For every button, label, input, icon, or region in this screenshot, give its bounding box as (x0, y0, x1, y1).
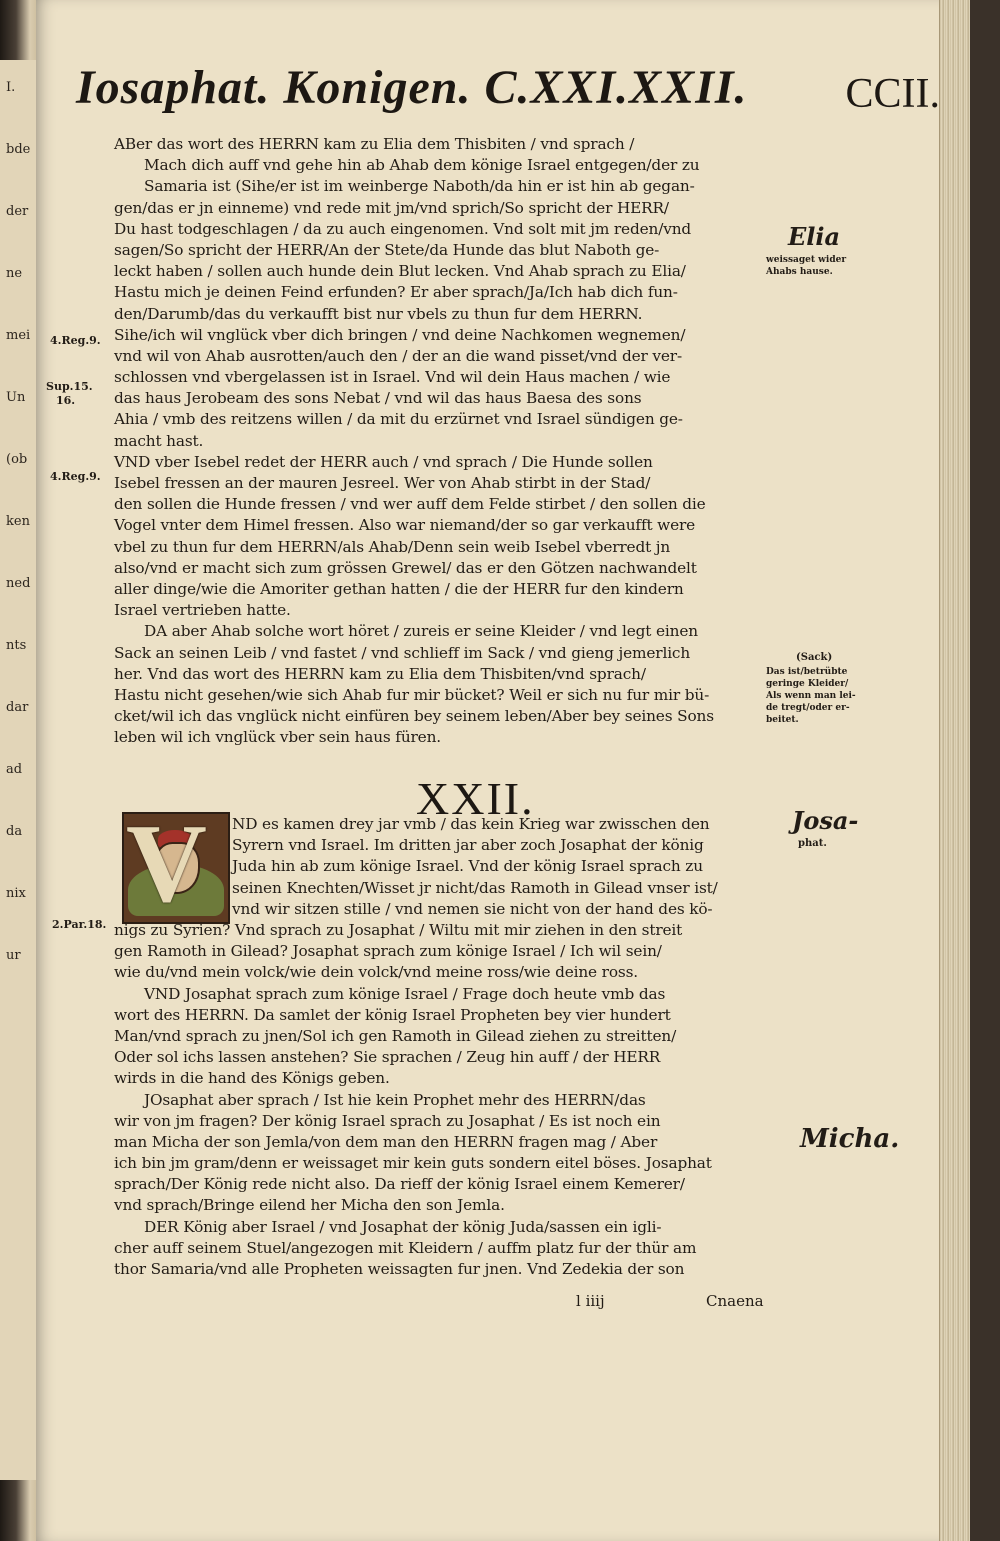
text-line: vbel zu thun fur dem HERRN/als Ahab/Denn sein weib Isebel vberredt jn (114, 537, 671, 556)
margin-note-elia-text (766, 254, 846, 278)
margin-note-sack-line: Das ist/betrübte (766, 667, 848, 677)
book-page (36, 0, 970, 1541)
margin-note-josaphat-title2: phat. (798, 838, 827, 849)
drop-initial-letter: V (126, 802, 207, 926)
text-line: Samaria ist (Sihe/er ist im weinberge Naboth/da hin er ist hin ab gegan- (144, 177, 695, 196)
margin-note-micha-title: Micha. (800, 1124, 900, 1154)
running-head (76, 60, 966, 130)
text-line: Sihe/ich wil vnglück vber dich bringen / vnd deine Nachkomen wegnemen/ (114, 325, 686, 344)
previous-page-fragment: ned (6, 576, 31, 591)
text-line: wort des HERRN. Da samlet der könig Israel Propheten bey vier hundert (114, 1005, 671, 1024)
previous-page-fragment: da (6, 824, 23, 839)
text-line: aller dinge/wie die Amoriter gethan hatten / die der HERR fur den kindern (114, 579, 684, 598)
text-line: Isebel fressen an der mauren Jesreel. Wer von Ahab stirbt in der Stad/ (114, 474, 651, 492)
previous-page-fragment: nix (6, 886, 26, 901)
margin-note-sack-title: (Sack) (796, 652, 833, 663)
text-line: also/vnd er macht sich zum grössen Grewel/ das er den Götzen nachwandelt (114, 558, 697, 577)
signature-mark: l iiij (576, 1292, 605, 1310)
previous-page-fragment: ur (6, 948, 21, 963)
text-line: Mach dich auff vnd gehe hin ab Ahab dem könige Israel entgegen/der zu (144, 156, 700, 175)
margin-note-elia-title: Elia (788, 222, 841, 251)
chapter-22-text (114, 920, 804, 1280)
text-line: gen Ramoth in Gilead? Josaphat sprach zum könige Israel / Ich wil sein/ (114, 942, 662, 961)
left-reference: Sup.15. (46, 380, 93, 393)
previous-page-fragment: der (6, 204, 29, 219)
text-line: ND es kamen drey jar vmb / das kein Krieg war zwisschen den (232, 815, 710, 833)
text-line: DER König aber Israel / vnd Josaphat der könig Juda/sassen ein igli- (144, 1217, 662, 1236)
margin-note-sack-text (766, 666, 856, 726)
running-head-title: Iosaphat. Konigen. C.XXI.XXII. (76, 61, 748, 114)
previous-page-edge (0, 60, 37, 1480)
text-line: Syrern vnd Israel. Im dritten jar aber zoch Josaphat der könig (232, 836, 704, 855)
left-reference: 2.Par.18. (52, 918, 107, 931)
text-line: Vogel vnter dem Himel fressen. Also war niemand/der so gar verkaufft were (114, 516, 696, 535)
text-line: vnd sprach/Bringe eilend her Micha den son Jemla. (114, 1196, 505, 1215)
previous-page-fragment: I. (6, 80, 16, 95)
text-line: nigs zu Syrien? Vnd sprach zu Josaphat / Wiltu mit mir ziehen in den streit (114, 921, 683, 939)
text-line: JOsaphat aber sprach / Ist hie kein Prophet mehr des HERRN/das (144, 1090, 646, 1109)
text-line: Hastu nicht gesehen/wie sich Ahab fur mir bücket? Weil er sich nu fur mir bü- (114, 685, 710, 704)
margin-note-elia-line: Ahabs hause. (766, 267, 833, 277)
text-line: thor Samaria/vnd alle Propheten weissagten fur jnen. Vnd Zedekia der son (114, 1260, 685, 1278)
text-line: das haus Jerobeam des sons Nebat / vnd wil das haus Baesa des sons (114, 389, 642, 408)
previous-page-fragment: Un (6, 390, 26, 405)
folio-number: CCII. (845, 71, 940, 117)
text-line: leckt haben / sollen auch hunde dein Blut lecken. Vnd Ahab sprach zu Elia/ (114, 262, 686, 281)
text-line: VND vber Isebel redet der HERR auch / vnd sprach / Die Hunde sollen (114, 452, 653, 471)
text-line: Israel vertrieben hatte. (114, 601, 291, 620)
text-line: DA aber Ahab solche wort höret / zureis er seine Kleider / vnd legt einen (144, 622, 698, 641)
catchword: Cnaena (706, 1292, 764, 1310)
text-line: Juda hin ab zum könige Israel. Vnd der könig Israel sprach zu (232, 857, 703, 876)
previous-page-fragment: ne (6, 266, 23, 281)
text-line: sprach/Der König rede nicht also. Da rieff der könig Israel einem Kemerer/ (114, 1175, 685, 1194)
text-line: den sollen die Hunde fressen / vnd wer auff dem Felde stirbet / den sollen die (114, 495, 706, 514)
chapter-22-initial-lines (232, 814, 802, 920)
text-line: Oder sol ichs lassen anstehen? Sie sprachen / Zeug hin auff / der HERR (114, 1048, 661, 1067)
left-reference: 16. (56, 394, 76, 407)
text-line: schlossen vnd vbergelassen ist in Israel. Vnd wil dein Haus machen / wie (114, 368, 671, 387)
text-line: seinen Knechten/Wisset jr nicht/das Ramoth in Gilead vnser ist/ (232, 878, 718, 897)
text-line: her. Vnd das wort des HERRN kam zu Elia dem Thisbiten/vnd sprach/ (114, 664, 646, 683)
left-reference: 4.Reg.9. (50, 334, 101, 347)
text-line: cket/wil ich das vnglück nicht einfüren bey seinem leben/Aber bey seines Sons (114, 707, 714, 726)
text-line: vnd wil von Ahab ausrotten/auch den / der an die wand pisset/vnd der ver- (114, 346, 682, 365)
text-line: wie du/vnd mein volck/wie dein volck/vnd meine ross/wie deine ross. (114, 963, 639, 982)
text-line: leben wil ich vnglück vber sein haus füren. (114, 728, 441, 747)
text-line: Man/vnd sprach zu jnen/Sol ich gen Ramoth in Gilead ziehen zu streitten/ (114, 1026, 677, 1045)
text-line: ich bin jm gram/denn er weissaget mir kein guts sondern eitel böses. Josaphat (114, 1154, 712, 1173)
text-line: gen/das er jn einneme) vnd rede mit jm/vnd sprich/So spricht der HERR/ (114, 198, 669, 217)
text-line: wirds in die hand des Königs geben. (114, 1069, 390, 1088)
left-reference: 4.Reg.9. (50, 470, 101, 483)
previous-page-fragment: ken (6, 514, 30, 529)
signature-line (36, 1292, 970, 1314)
text-line: Ahia / vmb des reitzens willen / da mit du erzürnet vnd Israel sündigen ge- (114, 410, 683, 429)
text-line: VND Josaphat sprach zum könige Israel / Frage doch heute vmb das (144, 984, 666, 1003)
margin-note-sack-line: geringe Kleider/ (766, 679, 849, 689)
margin-note-sack-line: beitet. (766, 715, 799, 725)
text-line: man Micha der son Jemla/von dem man den HERRN fragen mag / Aber (114, 1132, 658, 1151)
chapter-21-text (114, 134, 804, 748)
text-line: Du hast todgeschlagen / da zu auch eingenomen. Vnd solt mit jm reden/vnd (114, 219, 692, 238)
previous-page-fragment: (ob (6, 452, 28, 467)
text-line: Hastu mich je deinen Feind erfunden? Er aber sprach/Ja/Ich hab dich fun- (114, 283, 678, 302)
text-line: Sack an seinen Leib / vnd fastet / vnd schlieff im Sack / vnd gieng jemerlich (114, 643, 691, 662)
margin-note-elia-line: weissaget wider (766, 255, 847, 265)
previous-page-fragment: dar (6, 700, 29, 715)
chapter-number: XXII. (416, 773, 535, 824)
previous-page-fragment: ad (6, 762, 23, 777)
previous-page-fragment: nts (6, 638, 27, 653)
drop-initial-woodcut (122, 802, 230, 926)
previous-page-fragment: mei (6, 328, 31, 343)
text-line: den/Darumb/das du verkaufft bist nur vbels zu thun fur dem HERRN. (114, 304, 643, 323)
previous-page-fragment: bde (6, 142, 31, 157)
text-line: ABer das wort des HERRN kam zu Elia dem Thisbiten / vnd sprach / (114, 135, 635, 153)
text-line: vnd wir sitzen stille / vnd nemen sie nicht von der hand des kö- (232, 899, 713, 918)
text-line: cher auff seinem Stuel/angezogen mit Kleidern / auffm platz fur der thür am (114, 1238, 697, 1257)
margin-note-josaphat-title: Josa- (792, 806, 859, 835)
text-line: wir von jm fragen? Der könig Israel sprach zu Josaphat / Es ist noch ein (114, 1111, 661, 1130)
text-line: sagen/So spricht der HERR/An der Stete/da Hunde das blut Naboth ge- (114, 240, 660, 259)
text-line: macht hast. (114, 431, 204, 450)
margin-note-sack-line: de tregt/oder er- (766, 703, 850, 713)
margin-note-sack-line: Als wenn man lei- (766, 691, 856, 701)
